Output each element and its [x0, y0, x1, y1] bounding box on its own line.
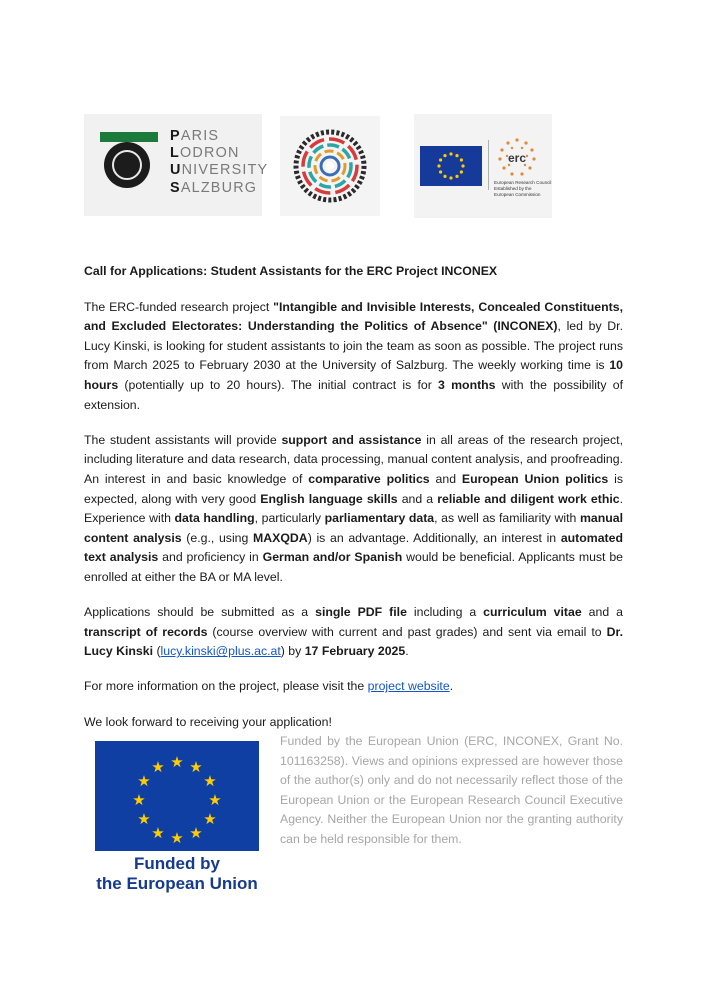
eu-flag-small-icon: [420, 146, 482, 186]
svg-text:★: ★: [203, 810, 217, 828]
paragraph-requirements: The student assistants will provide support and assistance in all areas of the research project, including literature and data research, data processing, manual content analysis, and proofreading. An interest in and basic knowledge of comparative politics and European Union politics is expected, along with very good English language skills and a reliable and diligent work ethic. Experience with data handling, particularly parliamentary data, as well as familiarity with manual content analysis (e.g., using MAXQDA) is an advantage. Additionally, an interest in automated text analysis and proficiency in German and/or Spanish would be beneficial. Applicants must be enrolled at either the BA or MA level.: [84, 432, 624, 584]
document-body: [84, 262, 623, 748]
paragraph-project-description: The ERC-funded research project "Intangible and Invisible Interests, Concealed Constituents, and Excluded Electorates: Understanding the Politics of Absence" (INCONEX), led by Dr. Lucy Kinski, is looking for student assistants to join the team as soon as possible. The project runs from March 2025 to February 2030 at the University of Salzburg. The weekly working time is 10 hours (potentially up to 20 hours). The initial contract is for 3 months with the possibility of extension.: [84, 299, 623, 412]
erc-name-text: European Research Council Established by the European Commission: [494, 180, 552, 197]
svg-text:★: ★: [203, 772, 217, 790]
logo-row: [84, 114, 624, 220]
svg-text:★: ★: [151, 824, 165, 842]
svg-text:★: ★: [170, 753, 184, 771]
document-heading: Call for Applications: Student Assistants for the ERC Project INCONEX: [84, 264, 498, 278]
paragraph-closing: We look forward to receiving your application!: [84, 714, 332, 729]
erc-logo-icon: [414, 114, 552, 218]
svg-text:★: ★: [137, 772, 151, 790]
funding-disclaimer: Funded by the European Union (ERC, INCONEX, Grant No. 101163258). Views and opinions expressed are however those of the author(s) only and do not necessarily reflect those of the European Union or the European Research Council Executive Agency. Neither the European Union nor the granting authority can be held responsible for them.: [280, 734, 623, 846]
svg-text:erc: erc: [507, 151, 527, 165]
university-seal-icon: [104, 142, 150, 188]
erc-emblem-icon: [494, 136, 540, 178]
plus-university-logo: [84, 114, 269, 216]
inconex-circle-logo-icon: [280, 116, 380, 216]
svg-text:★: ★: [189, 758, 203, 776]
eu-funding-block: [84, 730, 624, 900]
paragraph-more-info: For more information on the project, please visit the project website.: [84, 679, 454, 694]
funded-by-eu-label: Funded by the European Union: [96, 854, 258, 893]
svg-text:★: ★: [189, 824, 203, 842]
svg-text:★: ★: [170, 829, 184, 847]
svg-text:★: ★: [132, 791, 146, 809]
erc-separator: [488, 140, 489, 190]
project-website-link[interactable]: project website: [367, 679, 450, 694]
paragraph-application: Applications should be submitted as a single PDF file including a curriculum vitae and a transcript of records (course overview with current and past grades) and sent via email to Dr. Lucy Kinski (lucy.kinski@plus.ac.at) by 17 February 2025.: [84, 605, 623, 659]
svg-text:★: ★: [151, 758, 165, 776]
svg-text:★: ★: [208, 791, 222, 809]
eu-flag-icon: [95, 741, 259, 851]
plus-green-bar: [100, 132, 158, 142]
svg-text:★: ★: [137, 810, 151, 828]
plus-wordmark: PARIS LODRON UNIVERSITY SALZBURG: [170, 128, 269, 196]
email-link[interactable]: lucy.kinski@plus.ac.at: [160, 644, 281, 659]
